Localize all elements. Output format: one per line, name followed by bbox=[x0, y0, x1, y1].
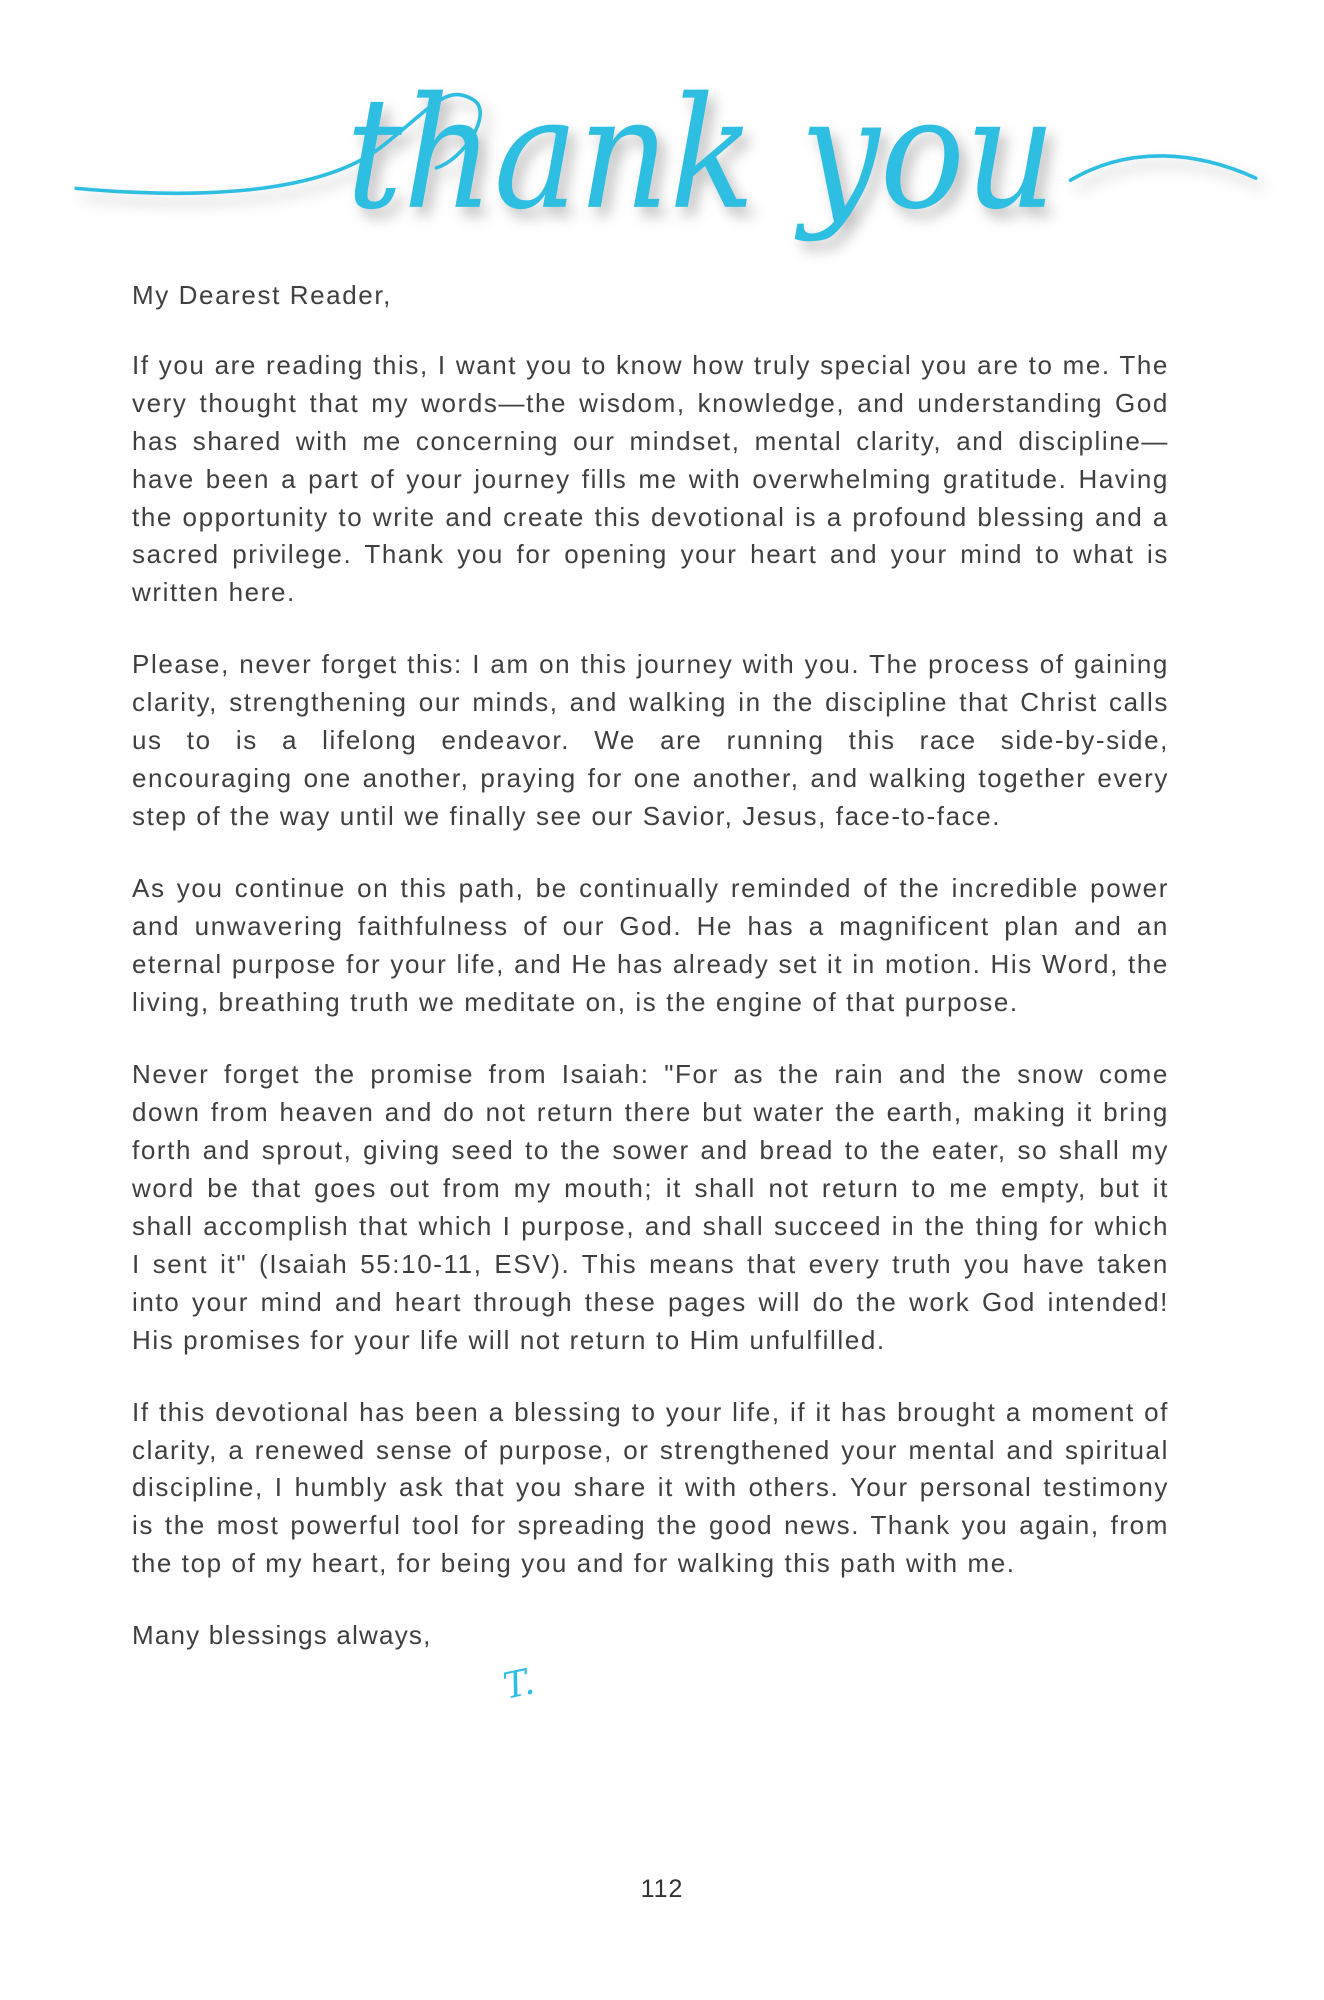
right-swash-stroke bbox=[1070, 156, 1255, 180]
thank-you-script-art bbox=[70, 34, 1264, 271]
thank-you-script-heading bbox=[70, 34, 1264, 271]
page-number: 112 bbox=[640, 1875, 684, 1903]
paragraph-4: Never forget the promise from Isaiah: "For as the rain and the snow come down from heaven and do not return there but water the earth, making it bring forth and sprout, giving seed to the sower and bread to the eater, so shall my word be that goes out from my mouth; it shall not return to me empty, but it shall accomplish that which I purpose, and shall succeed in the thing for which I sent it" (Isaiah 55:10-11, ESV). This means that every truth you have taken into your mind and heart through these pages will do the work God intended! His promises for your life will not return to Him unfulfilled. bbox=[132, 1058, 1169, 1355]
thank-you-script-text: thank you bbox=[345, 64, 1057, 244]
closing-line: Many blessings always, bbox=[132, 1620, 432, 1651]
paragraph-2: Please, never forget this: I am on this journey with you. The process of gaining clarity, strengthening our minds, and walking in the discipline that Christ calls us to is a lifelong endeavor. We are running this race side-by-side, encouraging one another, praying for one another, and walking together every step of the way until we finally see our Savior, Jesus, face-to-face. bbox=[132, 649, 1169, 832]
signature-initial: T. bbox=[499, 1661, 538, 1708]
paragraph-5: If this devotional has been a blessing to your life, if it has brought a moment of clarity, a renewed sense of purpose, or strengthened your mental and spiritual discipline, I humbly ask that you share it with others. Your personal testimony is the most powerful tool for spreading the good news. Thank you again, from the top of my heart, for being you and for walking this path with me. bbox=[132, 1396, 1169, 1579]
salutation: My Dearest Reader, bbox=[132, 279, 393, 310]
letter-body bbox=[0, 277, 1324, 1712]
paragraph-3: As you continue on this path, be continually reminded of the incredible power and unwavering faithfulness of our God. He has a magnificent plan and an eternal purpose for your life, and He has already set it in motion. His Word, the living, breathing truth we meditate on, is the engine of that purpose. bbox=[132, 873, 1169, 1017]
paragraph-1: If you are reading this, I want you to know how truly special you are to me. The very thought that my words—the wisdom, knowledge, and understanding God has shared with me concerning our mindset, mental clarity, and discipline—have been a part of your journey fills me with overwhelming gratitude. Having the opportunity to write and create this devotional is a profound blessing and a sacred privilege. Thank you for opening your heart and your mind to what is written here. bbox=[132, 349, 1169, 608]
